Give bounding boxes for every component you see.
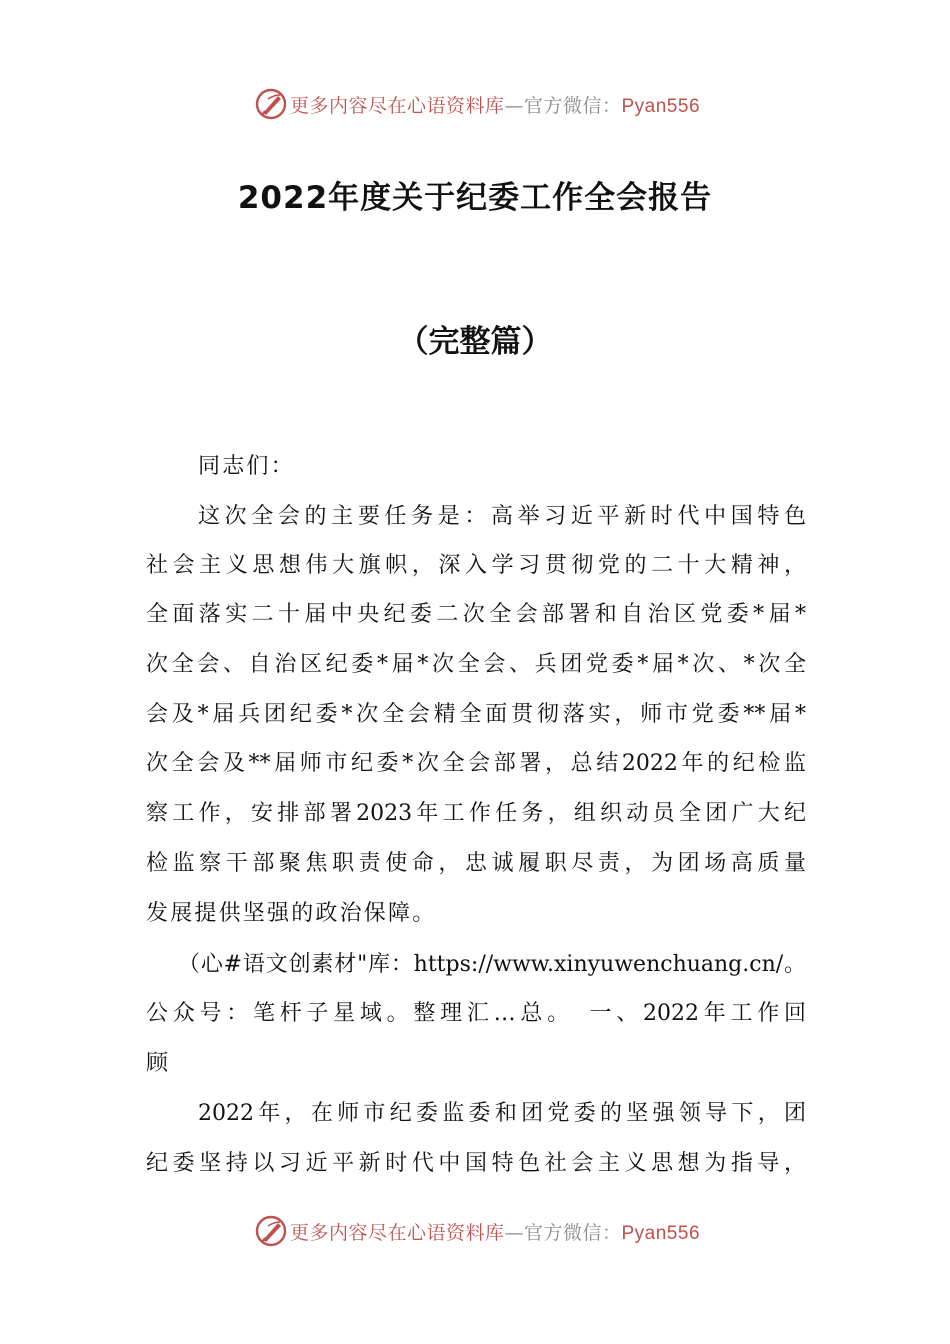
paragraph-line: 这次全会的主要任务是：高举习近平新时代中国特色	[198, 504, 806, 529]
watermark-handle: Pyan556	[621, 95, 701, 117]
paragraph-line: 察工作，安排部署2023年工作任务，组织动员全团广大纪	[146, 801, 806, 826]
footer-watermark	[0, 1211, 950, 1251]
paragraph-line: 检监察干部聚焦职责使命，忠诚履职尽责，为团场高质量	[146, 851, 806, 876]
quill-logo-icon	[254, 87, 288, 121]
watermark-group	[254, 1214, 700, 1248]
quill-logo-icon	[254, 1214, 288, 1248]
paragraph-line: 次全会、自治区纪委*届*次全会、兵团党委*届*次、*次全	[146, 652, 806, 677]
watermark-handle: Pyan556	[621, 1222, 701, 1244]
paragraph-line: 纪委坚持以习近平新时代中国特色社会主义思想为指导，	[146, 1151, 806, 1176]
paragraph-line: 会及*届兵团纪委*次全会精全面贯彻落实，师市党委**届*	[146, 702, 806, 727]
paragraph-line: 全面落实二十届中央纪委二次全会部署和自治区党委*届*	[146, 602, 806, 627]
watermark-red-text: 更多内容尽在心语资料库	[289, 1221, 505, 1244]
header-watermark	[0, 84, 950, 124]
reference-line: 公众号：笔杆子星域。整理汇…总。 一、2022年工作回	[146, 1001, 806, 1026]
watermark-text	[290, 1218, 700, 1245]
reference-line: 顾	[146, 1051, 171, 1076]
paragraph-line: 次全会及**届师市纪委*次全会部署，总结2022年的纪检监	[146, 751, 806, 776]
watermark-red-text: 更多内容尽在心语资料库	[289, 94, 505, 117]
document-title: 2022年度关于纪委工作全会报告	[237, 180, 713, 216]
paragraph-line: 发展提供坚强的政治保障。	[146, 901, 437, 926]
paragraph-line: 2022年，在师市纪委监委和团党委的坚强领导下，团	[198, 1101, 806, 1126]
watermark-text	[290, 91, 700, 118]
salutation: 同志们：	[198, 454, 295, 479]
reference-line: （心#语文创素材"库：https://www.xinyuwenchuang.cn/。	[178, 952, 806, 977]
paragraph-line: 社会主义思想伟大旗帜，深入学习贯彻党的二十大精神，	[146, 553, 806, 578]
watermark-grey-text: —官方微信：	[504, 1221, 622, 1244]
watermark-grey-text: —官方微信：	[504, 94, 622, 117]
watermark-group	[254, 87, 700, 121]
document-subtitle: （完整篇）	[397, 324, 553, 360]
